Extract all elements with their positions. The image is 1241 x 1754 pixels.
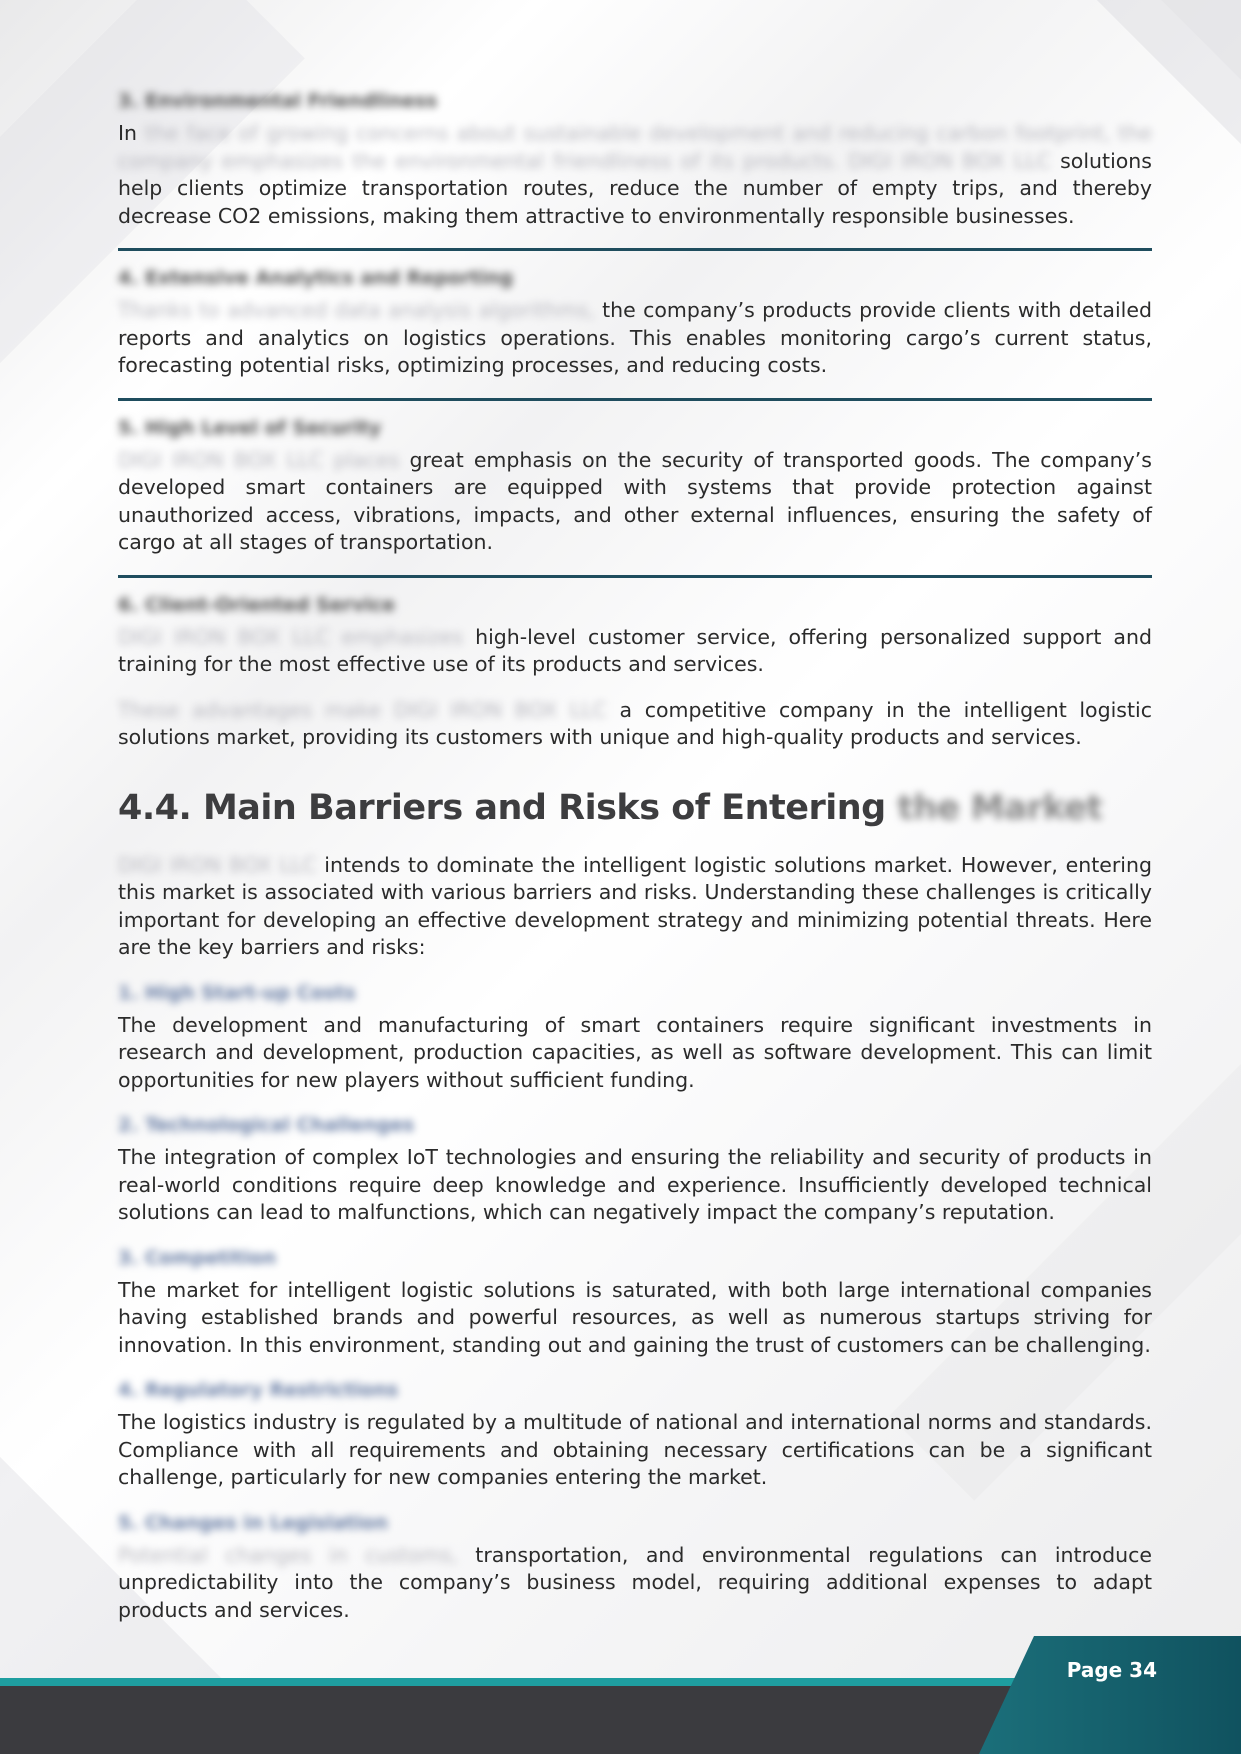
page-footer xyxy=(0,1658,1241,1754)
redacted-text: These advantages make DIGI IRON BOX LLC xyxy=(118,697,607,722)
redacted-text: DIGI IRON BOX LLC xyxy=(118,852,317,877)
paragraph-environmental xyxy=(118,120,1152,230)
subheading-environmental: 3. Environmental Friendliness xyxy=(118,90,438,112)
risk-item xyxy=(118,980,1152,1095)
risk-heading: 2. Technological Challenges xyxy=(118,1114,415,1136)
risk-item xyxy=(118,1377,1152,1492)
risk-item xyxy=(118,1112,1152,1227)
section-analytics xyxy=(118,255,1152,388)
redacted-text: the face of growing concerns about sustainable development and reducing carbon footprint, the company emphasizes the environmental friendliness of its products. DIGI IRON BOX LLC xyxy=(118,121,1152,173)
paragraph-text: the company’s products provide clients with detailed reports and analytics on logistics operations. This enables monitoring cargo’s current status, forecasting potential risks, optimizing processes, and reducing costs. xyxy=(118,298,1152,377)
subheading-client: 6. Client-Oriented Service xyxy=(118,593,396,616)
risk-text: The integration of complex IoT technologies and ensuring the reliability and security of products in real-world conditions require deep knowledge and experience. Insufficiently developed technical solutions can lead to malfunctions, which can negatively impact the company’s reputation. xyxy=(118,1145,1152,1224)
redacted-text: Thanks to advanced data analysis algorithms, xyxy=(118,298,595,322)
redacted-text: Potential changes in customs, xyxy=(118,1542,458,1567)
divider xyxy=(118,575,1152,578)
paragraph-text: solutions help clients optimize transportation routes, reduce the number of empty trips, and thereby decrease CO2 emissions, making them attractive to environmentally responsible businesses. xyxy=(118,148,1152,228)
section-title: 4.4. Main Barriers and Risks of Entering the Market xyxy=(118,787,1103,828)
paragraph-text: intends to dominate the intelligent logistic solutions market. However, entering this market is associated with various barriers and risks. Understanding these challenges is critically important for developing an effective development strategy and minimizing potential threats. Here are the key barriers and risks: xyxy=(118,852,1152,959)
divider xyxy=(118,398,1152,401)
subheading-security: 5. High Level of Security xyxy=(118,416,382,439)
section-security xyxy=(118,405,1152,565)
paragraph-conclusion xyxy=(118,697,1152,752)
risk-heading: 4. Regulatory Restrictions xyxy=(118,1379,399,1401)
paragraph-security xyxy=(118,447,1152,557)
divider xyxy=(118,248,1152,251)
risk-text xyxy=(118,1542,1152,1625)
risk-heading: 5. Changes in Legislation xyxy=(118,1511,388,1534)
page-number-tab xyxy=(979,1636,1241,1754)
page-content xyxy=(118,88,1152,1624)
section-environmental xyxy=(118,88,1152,238)
risk-item xyxy=(118,1510,1152,1625)
paragraph-text: a competitive company in the intelligent logistic solutions market, providing its customers with unique and high-quality products and services. xyxy=(118,697,1152,749)
paragraph-text: high-level customer service, offering personalized support and training for the most effective use of its products and services. xyxy=(118,624,1152,676)
paragraph-text: great emphasis on the security of transported goods. The company’s developed smart containers are equipped with systems that provide protection against unauthorized access, vibrations, impacts, and other external influences, ensuring the safety of cargo at all stages of transportation. xyxy=(118,447,1152,554)
page-number: Page 34 xyxy=(1066,1658,1157,1682)
paragraph-client xyxy=(118,624,1152,679)
redacted-text: DIGI IRON BOX LLC places xyxy=(118,447,400,472)
risk-text: The development and manufacturing of smart containers require significant investments in research and development, production capacities, as well as software development. This can limit opportunities for new players without sufficient funding. xyxy=(118,1012,1152,1092)
redacted-title: the Market xyxy=(897,787,1103,828)
section-client xyxy=(118,582,1152,760)
risk-text: The logistics industry is regulated by a multitude of national and international norms and standards. Compliance with all requirements and obtaining necessary certifications can be a significant challenge, particularly for new companies entering the market. xyxy=(118,1410,1152,1489)
risk-item xyxy=(118,1245,1152,1360)
paragraph-text: transportation, and environmental regulations can introduce unpredictability into the company’s business model, requiring additional expenses to adapt products and services. xyxy=(118,1542,1152,1622)
paragraph-analytics xyxy=(118,297,1152,380)
risk-text: The market for intelligent logistic solutions is saturated, with both large international companies having established brands and powerful resources, as well as numerous startups striving for innovation. In this environment, standing out and gaining the trust of customers can be challenging. xyxy=(118,1277,1152,1357)
lead-word: In xyxy=(118,121,138,145)
section-intro xyxy=(118,852,1152,962)
redacted-text: DIGI IRON BOX LLC emphasizes xyxy=(118,624,464,649)
risk-heading: 3. Competition xyxy=(118,1246,277,1269)
risk-heading: 1. High Start-up Costs xyxy=(118,981,356,1004)
subheading-analytics: 4. Extensive Analytics and Reporting xyxy=(118,267,514,289)
